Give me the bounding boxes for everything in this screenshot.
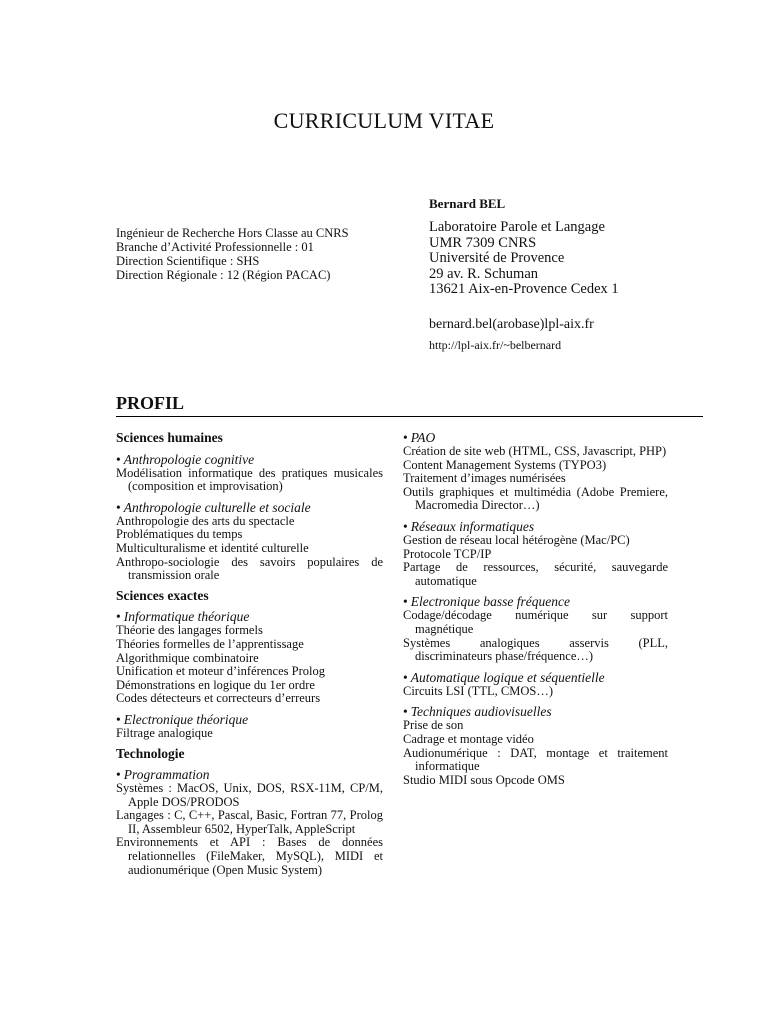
skill-group [403,430,668,513]
skill-group-title-text: Informatique théorique [123,609,250,625]
skill-group-title [116,609,383,624]
skill-group-title-text: Anthropologie cognitive [123,451,255,467]
skill-group-title-text: Techniques audiovisuelles [410,704,552,720]
skill-line: Prise de son [403,718,464,733]
skill-line: Modélisation informatique des pratiques musicales (composition et improvisation) [116,465,383,494]
skill-line: Création de site web (HTML, CSS, Javascript, PHP) [403,444,667,458]
skill-line: Unification et moteur d’inférences Prolog [116,664,325,679]
skill-group-title [403,430,668,445]
skill-line: Partage de ressources, sécurité, sauvegarde automatique [403,560,668,588]
skill-line: Systèmes : MacOS, Unix, DOS, RSX-11M, CP/M, Apple DOS/PRODOS [116,781,383,809]
skill-group-title [116,500,383,515]
section-divider [116,416,703,417]
skill-group-title-text: PAO [410,430,436,445]
skill-group-title-text: Electronique théorique [123,711,249,727]
skill-line: Circuits LSI (TTL, CMOS…) [403,683,553,698]
skill-line: Systèmes analogiques asservis (PLL, discriminateurs phase/fréquence…) [403,635,668,664]
skill-line: Cadrage et montage vidéo [403,731,534,746]
skill-line: Multiculturalisme et identité culturelle [116,540,309,555]
skill-line: Content Management Systems (TYPO3) [403,457,607,472]
skill-line: Démonstrations en logique du 1er ordre [116,677,315,692]
skill-line: Problématiques du temps [116,527,243,542]
skill-line: Protocole TCP/IP [403,546,492,561]
skill-group-title [403,594,668,609]
skill-group [116,712,383,741]
skill-line: Anthropologie des arts du spectacle [116,513,295,528]
section-heading: Technologie [116,745,185,761]
skill-group-title-text: Anthropologie culturelle et sociale [123,499,311,515]
skill-line: Audionumérique : DAT, montage et traitement informatique [403,745,668,774]
email-text: bernard.bel(arobase)lpl-aix.fr [429,316,594,332]
skill-line: Studio MIDI sous Opcode OMS [403,772,565,787]
skill-group [403,594,668,663]
skill-group-title-text: Réseaux informatiques [410,518,535,534]
skill-group [116,609,383,706]
position-line: Direction Régionale : 12 (Région PACAC) [116,268,331,282]
bullet-icon: • [403,430,408,445]
position-line: Ingénieur de Recherche Hors Classe au CNRS [116,226,349,240]
address-line: UMR 7309 CNRS [429,234,537,251]
profil-right-column [403,427,668,793]
skill-line: Algorithmique combinatoire [116,650,259,665]
page-title: CURRICULUM VITAE [273,108,495,133]
skill-group [403,670,668,699]
skill-group-title [116,452,383,467]
skill-group [116,452,383,494]
profil-heading: PROFIL [116,393,185,413]
address-line: 29 av. R. Schuman [429,265,539,282]
bullet-icon: • [403,594,408,610]
position-info [116,226,406,282]
profil-left-column [116,429,383,883]
skill-group-title [116,767,383,782]
skill-line: Théories formelles de l’apprentissage [116,636,304,651]
skill-group [403,704,668,787]
skill-group-title [403,519,668,534]
bullet-icon: • [403,669,408,685]
section-heading: Sciences humaines [116,430,223,445]
skill-group-title [403,704,668,719]
contact-block [429,196,749,353]
skill-line: Traitement d’images numérisées [403,471,566,486]
section-heading: Sciences exactes [116,587,209,603]
skill-group-title [116,712,383,727]
homepage-url: http://lpl-aix.fr/~belbernard [429,337,562,352]
skill-line: Filtrage analogique [116,725,213,740]
bullet-icon: • [116,451,121,467]
position-line: Direction Scientifique : SHS [116,254,260,268]
skill-line: Outils graphiques et multimédia (Adobe Premiere, Macromedia Director…) [403,484,668,513]
bullet-icon: • [116,609,121,625]
skill-group-title-text: Electronique basse fréquence [410,594,570,610]
position-line: Branche d’Activité Professionnelle : 01 [116,240,314,254]
skill-line: Langages : C, C++, Pascal, Basic, Fortran 77, Prolog II, Assembleur 6502, HyperTalk, AppleScript [116,808,383,836]
address-line: 13621 Aix-en-Provence Cedex 1 [429,281,619,297]
skill-line: Théorie des langages formels [116,623,263,638]
skill-group [403,519,668,588]
bullet-icon: • [403,518,408,534]
skill-line: Codes détecteurs et correcteurs d’erreurs [116,691,321,706]
address-line: Université de Provence [429,250,565,266]
skill-group-title [403,670,668,685]
skill-line: Environnements et API : Bases de données relationnelles (FileMaker, MySQL), MIDI et audionumérique (Open Music System) [116,835,383,877]
bullet-icon: • [403,704,408,720]
skill-line: Gestion de réseau local hétérogène (Mac/PC) [403,532,630,547]
skill-group [116,767,383,877]
skill-line: Codage/décodage numérique sur support magnétique [403,608,668,636]
bullet-icon: • [116,499,121,515]
bullet-icon: • [116,767,121,783]
skill-line: Anthropo-sociologie des savoirs populaires de transmission orale [116,554,383,583]
address-line: Laboratoire Parole et Langage [429,219,605,235]
skill-group [116,500,383,583]
bullet-icon: • [116,711,121,727]
skill-group-title-text: Programmation [123,767,210,783]
person-name: Bernard BEL [429,196,506,211]
skill-group-title-text: Automatique logique et séquentielle [410,669,605,685]
